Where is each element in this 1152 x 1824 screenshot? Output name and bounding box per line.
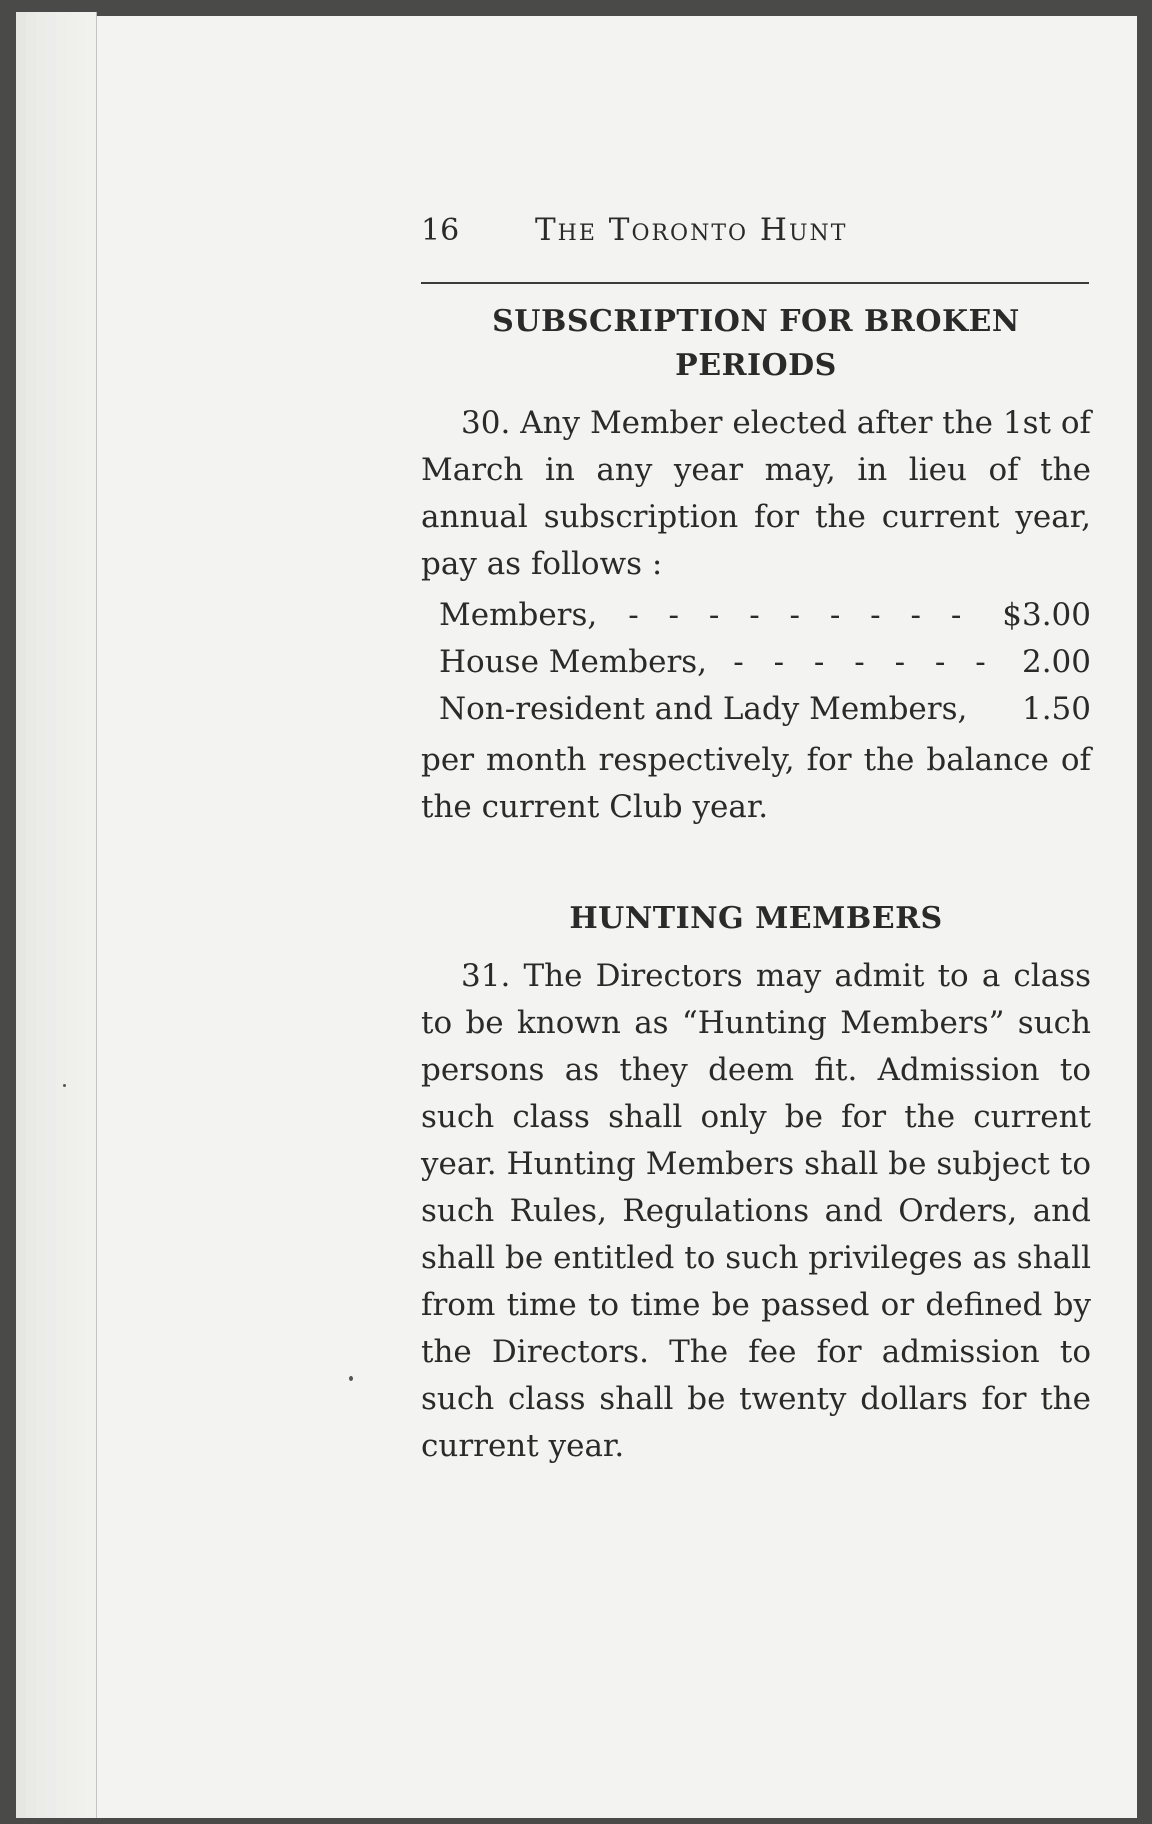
fee-amount: $3.00 xyxy=(1002,597,1091,633)
book-page xyxy=(96,16,1137,1818)
dot-leader: - - - - - - - xyxy=(733,644,996,680)
running-title: The Toronto Hunt xyxy=(535,212,848,248)
fee-amount: 2.00 xyxy=(1021,644,1091,680)
paragraph-31 xyxy=(421,953,1091,1470)
section-heading-hunting-members: HUNTING MEMBERS xyxy=(569,901,943,936)
running-head xyxy=(421,212,1091,258)
fee-label: Members, xyxy=(439,597,598,633)
clause-text: Any Member elected after the 1st of March in any year may, in lieu of the annual subscription for the current year, pay as follows : xyxy=(421,405,1092,582)
heading-line: SUBSCRIPTION FOR BROKEN xyxy=(492,304,1020,339)
clause-text: The Directors may admit to a class to be known as “Hunting Members” such persons as they deem fit. Admission to such class shall only be for the current year. Hunting Members shall be subject to such Rules, Regulations and Orders, and shall be entitled to such privileges as shall from time to time be passed or defined by the Directors. The fee for admission to such class shall be twenty dollars for the current year. xyxy=(421,958,1092,1464)
page-content xyxy=(421,212,1091,1470)
fee-label: House Members, xyxy=(439,644,708,680)
fee-amount: 1.50 xyxy=(1021,691,1091,727)
fee-row xyxy=(439,686,1091,733)
clause-number: 30. xyxy=(461,405,511,441)
fee-row xyxy=(439,592,1091,639)
heading-line: PERIODS xyxy=(675,348,837,383)
page-number: 16 xyxy=(421,213,460,248)
paper-speck xyxy=(63,1084,66,1087)
paragraph-30-continued: per month respectively, for the balance of the current Club year. xyxy=(421,742,1091,825)
clause-number: 31. xyxy=(461,958,511,994)
fee-table xyxy=(421,592,1091,733)
section-heading-subscription xyxy=(421,300,1091,388)
fee-row xyxy=(439,639,1091,686)
paper-speck xyxy=(349,1376,353,1381)
header-rule xyxy=(421,282,1089,284)
dot-leader: - - - - - - - - - xyxy=(628,597,972,633)
paragraph-30 xyxy=(421,400,1091,588)
fee-label: Non-resident and Lady Members, xyxy=(439,691,968,727)
